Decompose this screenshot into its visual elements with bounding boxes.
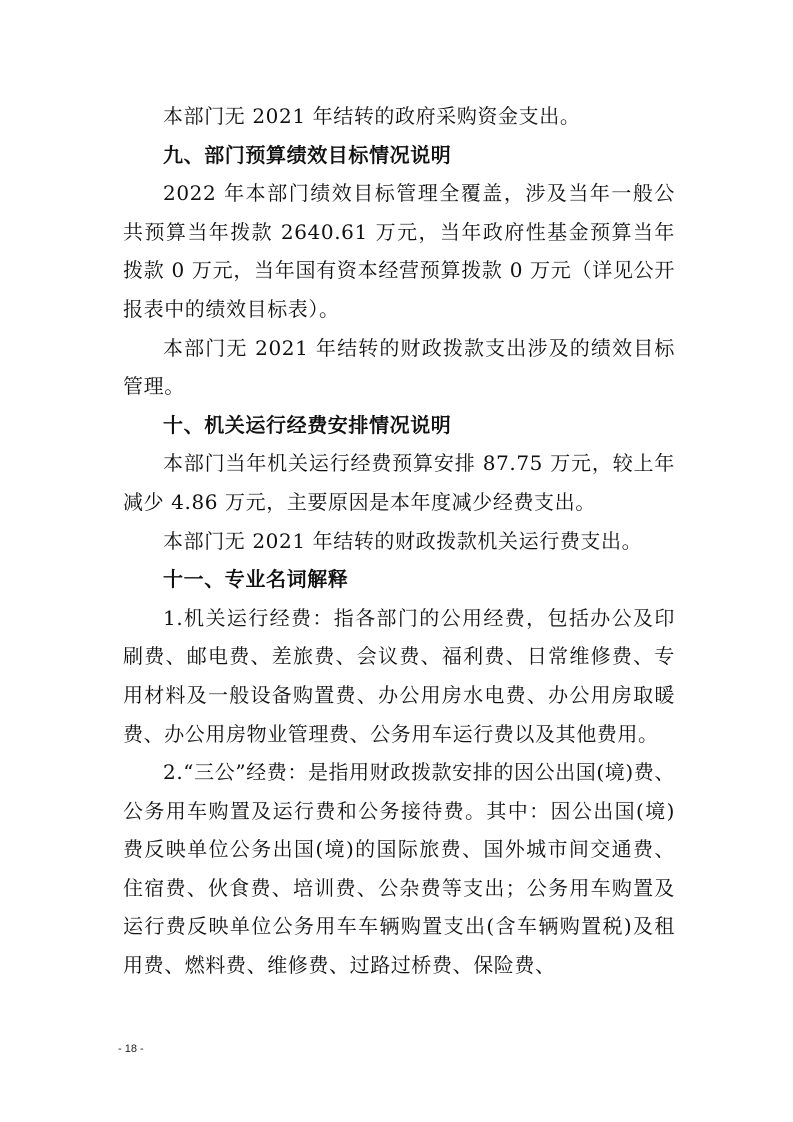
- paragraph-operating-budget: 本部门当年机关运行经费预算安排 87.75 万元，较上年减少 4.86 万元，主要原因是本年度减少经费支出。: [123, 451, 675, 514]
- document-body: [123, 97, 675, 985]
- section-heading-11: 十一、专业名词解释: [163, 567, 349, 592]
- page-number: - 18 -: [118, 1043, 144, 1055]
- paragraph-performance-targets: 2022 年本部门绩效目标管理全覆盖，涉及当年一般公共预算当年拨款 2640.61 万元，当年政府性基金预算当年拨款 0 万元，当年国有资本经营预算拨款 0 万元（详见公开报表中的绩效目标表）。: [123, 181, 675, 321]
- paragraph-term-three-public: 2.“三公”经费：是指用财政拨款安排的因公出国(境)费、公务用车购置及运行费和公务接待费。其中：因公出国(境)费反映单位公务出国(境)的国际旅费、国外城市间交通费、住宿费、伙食费、培训费、公杂费等支出；公务用车购置及运行费反映单位公务用车车辆购置支出(含车辆购置税)及租用费、燃料费、维修费、过路过桥费、保险费、: [123, 760, 675, 978]
- paragraph-term-operating-funds: 1.机关运行经费：指各部门的公用经费，包括办公及印刷费、邮电费、差旅费、会议费、福利费、日常维修费、专用材料及一般设备购置费、办公用房水电费、办公用房取暖费、办公用房物业管理费、公务用车运行费以及其他费用。: [123, 605, 675, 746]
- section-heading-10: 十、机关运行经费安排情况说明: [163, 412, 452, 437]
- section-heading-9: 九、部门预算绩效目标情况说明: [163, 142, 452, 167]
- paragraph-performance-carryover: 本部门无 2021 年结转的财政拨款支出涉及的绩效目标管理。: [123, 335, 675, 399]
- paragraph-procurement: 本部门无 2021 年结转的政府采购资金支出。: [163, 104, 581, 128]
- paragraph-operating-carryover: 本部门无 2021 年结转的财政拨款机关运行费支出。: [163, 528, 643, 553]
